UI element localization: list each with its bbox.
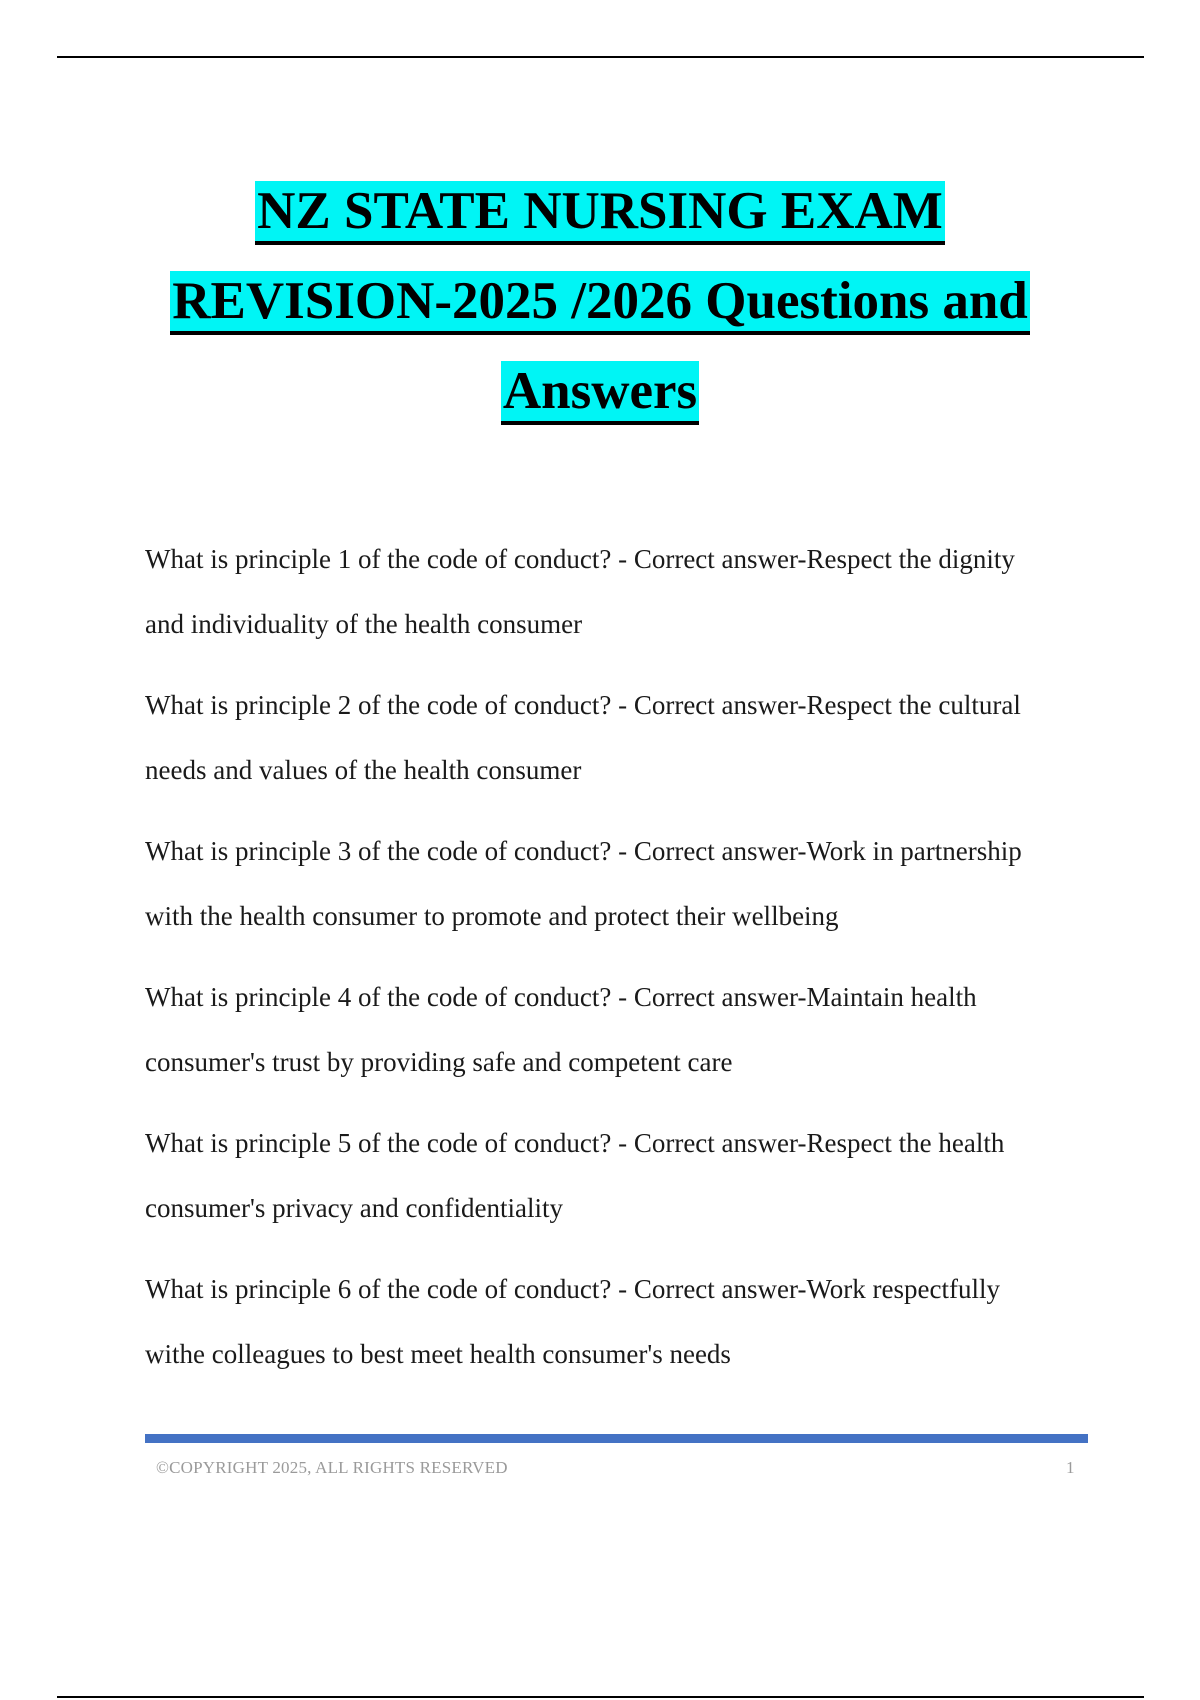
qa-line: needs and values of the health consumer bbox=[145, 755, 582, 785]
title-line bbox=[100, 168, 1100, 258]
title-line bbox=[100, 348, 1100, 438]
qa-line: with the health consumer to promote and protect their wellbeing bbox=[145, 901, 839, 931]
qa-line: What is principle 3 of the code of conduct? - Correct answer-Work in partnership bbox=[145, 836, 1022, 866]
title-line-text: REVISION-2025 /2026 Questions and bbox=[170, 271, 1030, 335]
bottom-rule bbox=[57, 1696, 1144, 1698]
qa-item-principle-6 bbox=[145, 1257, 1085, 1387]
qa-item-principle-4 bbox=[145, 965, 1085, 1095]
qa-line: and individuality of the health consumer bbox=[145, 609, 583, 639]
qa-line: What is principle 6 of the code of conduct? - Correct answer-Work respectfully bbox=[145, 1274, 1000, 1304]
qa-line: withe colleagues to best meet health consumer's needs bbox=[145, 1339, 731, 1369]
qa-line: What is principle 4 of the code of conduct? - Correct answer-Maintain health bbox=[145, 982, 977, 1012]
footer-divider-bar bbox=[145, 1434, 1088, 1443]
title-line-text: Answers bbox=[501, 361, 699, 425]
title-line-text: NZ STATE NURSING EXAM bbox=[255, 181, 945, 245]
qa-item-principle-1 bbox=[145, 527, 1085, 657]
document-title bbox=[100, 168, 1100, 438]
qa-line: consumer's privacy and confidentiality bbox=[145, 1193, 563, 1223]
top-rule bbox=[57, 56, 1144, 58]
qa-line: What is principle 5 of the code of conduct? - Correct answer-Respect the health bbox=[145, 1128, 1005, 1158]
qa-line: What is principle 2 of the code of conduct? - Correct answer-Respect the cultural bbox=[145, 690, 1021, 720]
qa-line: What is principle 1 of the code of conduct? - Correct answer-Respect the dignity bbox=[145, 544, 1015, 574]
question-answer-list bbox=[145, 527, 1085, 1403]
qa-item-principle-2 bbox=[145, 673, 1085, 803]
qa-line: consumer's trust by providing safe and competent care bbox=[145, 1047, 733, 1077]
qa-item-principle-3 bbox=[145, 819, 1085, 949]
title-line bbox=[100, 258, 1100, 348]
qa-item-principle-5 bbox=[145, 1111, 1085, 1241]
footer-copyright: ©COPYRIGHT 2025, ALL RIGHTS RESERVED bbox=[156, 1458, 508, 1477]
page-number: 1 bbox=[1066, 1458, 1075, 1477]
